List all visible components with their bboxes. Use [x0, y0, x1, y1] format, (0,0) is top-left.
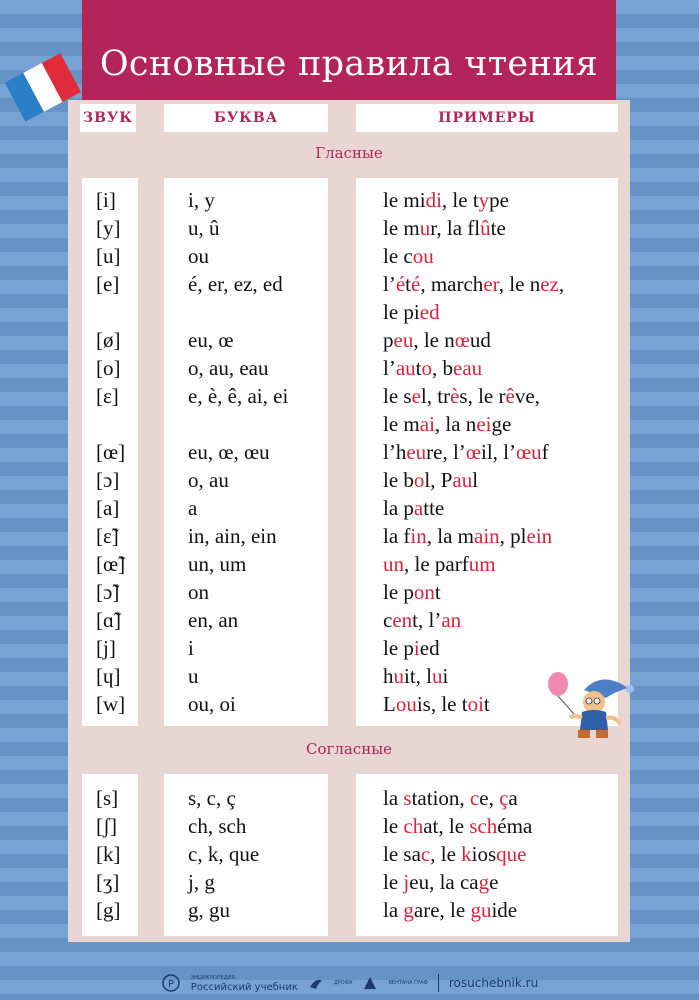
vowel-row-example: peu, le nœud: [383, 328, 491, 352]
vowel-row-example: la patte: [383, 496, 445, 520]
consonant-row-sound: [s]: [96, 786, 119, 810]
consonant-row-letter: ch, sch: [188, 814, 247, 838]
consonant-row-letter: g, gu: [188, 898, 230, 922]
vowel-row-letter: o, au, eau: [188, 356, 269, 380]
vowel-row-example: la fin, la main, plein: [383, 524, 553, 548]
vowel-row-example: le bol, Paul: [383, 468, 479, 492]
vowel-row-letter: o, au: [188, 468, 229, 492]
vowel-row-sound: [i]: [96, 188, 116, 212]
vowel-row-example: l’été, marcher, le nez,: [383, 272, 565, 296]
consonant-row-example: le sac, le kiosque: [383, 842, 527, 866]
vowel-row-example: le pied: [383, 636, 440, 660]
vowel-row-example: le cou: [383, 244, 434, 268]
vowel-row-sound: [ɥ]: [96, 664, 121, 688]
section-vowels-title: Гласные: [315, 144, 383, 162]
vowel-row-sound: [œ]: [96, 440, 126, 464]
vowel-row-example: le midi, le type: [383, 188, 509, 212]
consonant-row-example: le chat, le schéma: [383, 814, 533, 838]
vowel-row-sound: [y]: [96, 216, 121, 240]
consonant-row-sound: [ʒ]: [96, 870, 120, 894]
vowel-row-sound: [a]: [96, 496, 120, 520]
vowel-row-example: cent, l’an: [383, 608, 462, 632]
brand-drofa: ДРОФА: [333, 980, 353, 986]
svg-text:Р: Р: [167, 979, 174, 990]
vowel-row-example: huit, lui: [383, 664, 449, 688]
vowel-row-letter: on: [188, 580, 209, 604]
vowel-row-sound: [œ̃]: [96, 552, 126, 576]
vowel-row-sound: [ɑ̃]: [96, 608, 121, 632]
consonant-row-example: la gare, le guide: [383, 898, 518, 922]
publisher-logo-icon: [161, 973, 181, 993]
vowel-row-sound: [w]: [96, 692, 126, 716]
consonant-row-letter: c, k, que: [188, 842, 260, 866]
footer-separator: [438, 974, 439, 992]
vowel-row-letter: en, an: [188, 608, 239, 632]
ventana-logo-icon: [362, 975, 378, 991]
gnome-mascot-icon: [544, 668, 636, 750]
header-sound: ЗВУК: [80, 104, 136, 132]
consonant-row-example: la station, ce, ça: [383, 786, 518, 810]
consonant-row-letter: s, c, ç: [188, 786, 236, 810]
vowel-row-example: un, le parfum: [383, 552, 496, 576]
vowel-row-letter: eu, œ: [188, 328, 234, 352]
section-consonants-title: Согласные: [305, 740, 393, 758]
vowel-row-letter: ou, oi: [188, 692, 236, 716]
vowel-row-letter: e, è, ê, ai, ei: [188, 384, 289, 408]
vowel-row-example: le mur, la flûte: [383, 216, 506, 240]
vowel-row-sound: [u]: [96, 244, 121, 268]
vowel-row-example: le pied: [383, 300, 440, 324]
vowel-row-letter: u: [188, 664, 199, 688]
vowel-row-letter: ou: [188, 244, 209, 268]
vowel-row-example: le mai, la neige: [383, 412, 512, 436]
vowel-row-example: le pont: [383, 580, 441, 604]
consonant-row-letter: j, g: [188, 870, 215, 894]
vowel-row-example: l’heure, l’œil, l’œuf: [383, 440, 549, 464]
page-title: Основные правила чтения: [99, 44, 599, 84]
vowel-row-letter: u, û: [188, 216, 220, 240]
vowel-row-letter: a: [188, 496, 198, 520]
header-letter: БУКВА: [164, 104, 328, 132]
brand-ventana: ВЕНТАНА ГРАФ: [388, 980, 428, 986]
vowel-row-sound: [ø]: [96, 328, 121, 352]
vowel-row-sound: [ɛ̃]: [96, 524, 119, 548]
footer-url: rosuchebnik.ru: [448, 976, 539, 990]
consonant-row-sound: [k]: [96, 842, 121, 866]
vowel-row-sound: [ɔ]: [96, 468, 120, 492]
vowel-row-letter: i, y: [188, 188, 215, 212]
vowel-row-letter: in, ain, ein: [188, 524, 277, 548]
vowel-row-example: Louis, le toit: [383, 692, 490, 716]
vowel-row-letter: un, um: [188, 552, 247, 576]
vowel-row-sound: [ɔ̃]: [96, 580, 120, 604]
vowel-row-sound: [e]: [96, 272, 120, 296]
drofa-logo-icon: [308, 975, 324, 991]
publisher-small: ЭНЦИКЛОПЕДИЯ: [190, 975, 235, 981]
publisher-name: Российский учебник: [190, 982, 298, 993]
vowel-row-letter: é, er, ez, ed: [188, 272, 283, 296]
vowel-row-example: l’auto, beau: [383, 356, 483, 380]
vowel-row-sound: [j]: [96, 636, 116, 660]
vowel-row-sound: [ɛ]: [96, 384, 119, 408]
vowel-row-example: le sel, très, le rêve,: [383, 384, 540, 408]
vowel-row-sound: [o]: [96, 356, 121, 380]
consonant-row-sound: [ʃ]: [96, 814, 117, 838]
vowel-row-letter: i: [188, 636, 194, 660]
vowel-row-letter: eu, œ, œu: [188, 440, 270, 464]
consonant-row-sound: [g]: [96, 898, 121, 922]
consonant-row-example: le jeu, la cage: [383, 870, 499, 894]
header-examples: ПРИМЕРЫ: [356, 104, 618, 132]
footer: [0, 966, 699, 1000]
